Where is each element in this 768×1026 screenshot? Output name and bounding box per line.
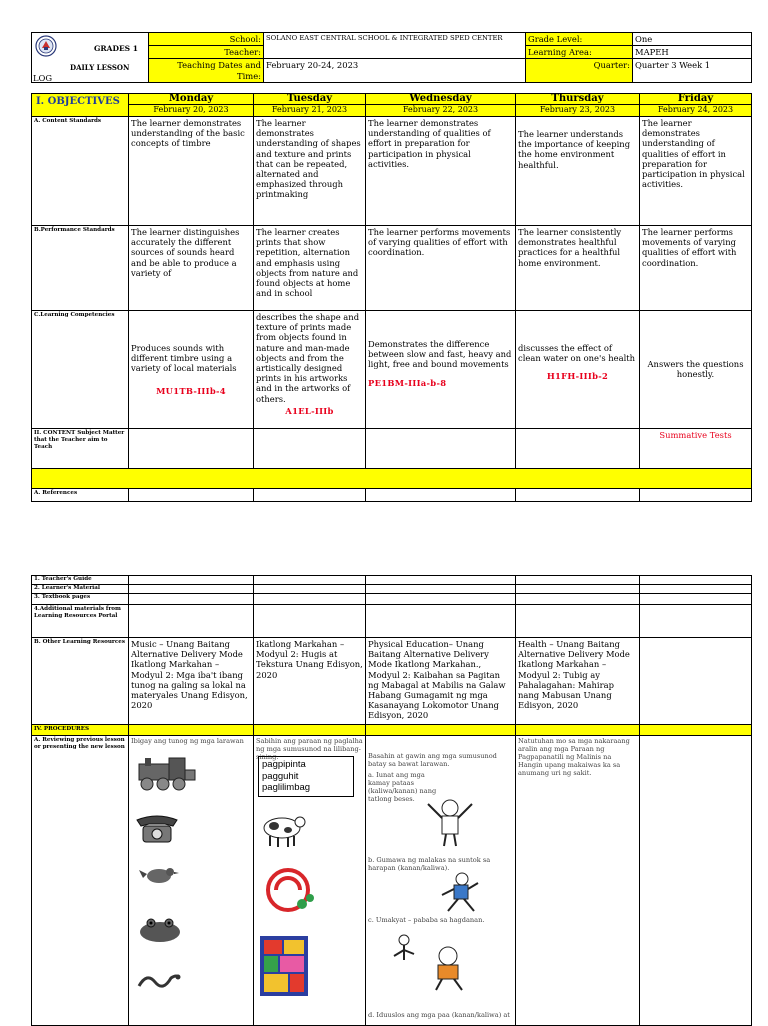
teacher-label: Teacher: <box>149 46 264 59</box>
grade-level-label: Grade Level: <box>526 33 633 46</box>
school-label: School: <box>149 33 264 46</box>
learning-area-value: MAPEH <box>633 46 752 59</box>
content-standards-wednesday: The learner demonstrates understanding of qualities of effort in preparation for participation in physical activities. <box>366 117 516 226</box>
quarter-value: Quarter 3 Week 1 <box>633 59 752 82</box>
references-label: A. References <box>32 489 129 502</box>
review-wednesday-c: c. Umakyat – pababa sa hagdanan. <box>368 916 485 924</box>
learning-area-label: Learning Area: <box>526 46 633 59</box>
other-resources-label: B. Other Learning Resources <box>32 638 129 725</box>
content-tuesday <box>254 429 366 469</box>
day-header-thursday: Thursday February 23, 2023 <box>516 94 640 117</box>
review-wednesday-instruction: Basahin at gawin ang mga sumusunod batay sa bawat larawan. <box>368 752 497 768</box>
content-standards-monday: The learner demonstrates understanding of the basic concepts of timbre <box>129 117 254 226</box>
review-friday <box>640 736 752 1026</box>
art-method-drawing: pagguhit <box>262 770 299 782</box>
other-resources-friday <box>640 638 752 725</box>
review-lesson-label: A. Reviewing previous lesson or presenting the new lesson <box>32 736 129 1026</box>
objectives-heading: I. OBJECTIVES <box>32 94 129 117</box>
performance-standards-label: B.Performance Standards <box>32 226 129 311</box>
learning-competencies-friday: Answers the questions honestly. <box>640 311 752 429</box>
header-table <box>31 32 752 83</box>
competency-code-monday: MU1TB-IIIb-4 <box>156 385 226 396</box>
other-resources-tuesday: Ikatlong Markahan – Modyul 2: Hugis at Tekstura Unang Edisyon, 2020 <box>254 638 366 725</box>
learners-material-label: 2. Learner's Material <box>32 585 129 594</box>
review-monday <box>129 736 254 1026</box>
performance-standards-tuesday: The learner creates prints that show repetition, alternation and emphasis using objects from nature and found objects at home and in school <box>254 226 366 311</box>
textbook-pages-label: 3. Textbook pages <box>32 594 129 605</box>
content-label: II. CONTENT Subject Matter that the Teacher aim to Teach <box>32 429 129 469</box>
procedures-label: IV. PROCEDURES <box>32 725 129 736</box>
art-methods-box <box>258 756 354 797</box>
grade-level-value: One <box>633 33 752 46</box>
daily-lesson-label: DAILY LESSON <box>70 63 130 72</box>
deped-seal-icon <box>35 35 57 57</box>
performance-standards-wednesday: The learner performs movements of varying qualities of effort with coordination. <box>366 226 516 311</box>
competency-code-tuesday: A1EL-IIIb <box>285 405 334 416</box>
competency-code-wednesday: PE1BM-IIIa-b-8 <box>368 377 447 388</box>
additional-materials-label: 4.Additional materials from Learning Resources Portal <box>32 605 129 638</box>
colorful-print-icon <box>260 936 308 996</box>
content-friday: Summative Tests <box>640 429 752 469</box>
other-resources-monday: Music – Unang Baitang Alternative Delivery Mode Ikatlong Markahan – Modyul 2: Mga iba't ibang tunog na galing sa lokal na materyales Unang Edisyon, 2020 <box>129 638 254 725</box>
cow-icon <box>258 808 306 850</box>
day-header-tuesday: Tuesday February 21, 2023 <box>254 94 366 117</box>
review-wednesday <box>366 736 516 1026</box>
performance-standards-thursday: The learner consistently demonstrates healthful practices for a healthful home environment. <box>516 226 640 311</box>
content-standards-label: A. Content Standards <box>32 117 129 226</box>
train-icon <box>135 756 199 792</box>
content-thursday <box>516 429 640 469</box>
teaching-dates-value: February 20-24, 2023 <box>264 59 526 82</box>
performance-standards-friday: The learner performs movements of varying qualities of effort with coordination. <box>640 226 752 311</box>
log-label: LOG <box>33 73 53 83</box>
teachers-guide-label: 1. Teacher's Guide <box>32 576 129 585</box>
review-tuesday-instruction: Sabihin ang paraan ng paglalha ng mga sumusunod na lilibang-sining. <box>256 737 363 761</box>
school-value: SOLANO EAST CENTRAL SCHOOL & INTEGRATED SPED CENTER <box>264 33 526 59</box>
teaching-dates-label: Teaching Dates and Time: <box>149 59 264 82</box>
learning-competencies-tuesday: describes the shape and texture of prints made from objects found in nature and man-made objects and from the artistically designed prints in his artworks and in the artworks of others. A1EL-IIIb <box>254 311 366 429</box>
art-method-painting: pagpipinta <box>262 759 306 770</box>
content-monday <box>129 429 254 469</box>
boy-stepping-icon <box>386 932 486 992</box>
grades-label: GRADES 1 <box>94 44 138 53</box>
snake-icon <box>137 968 181 990</box>
review-wednesday-d: d. Iduuslos ang mga paa (kanan/kaliwa) at <box>368 1011 510 1019</box>
resources-procedures-table <box>31 575 752 1026</box>
review-monday-instruction: Ibigay ang tunog ng mga larawan <box>131 737 244 745</box>
content-wednesday <box>366 429 516 469</box>
review-wednesday-a: a. Iunat ang mga kamay pataas (kaliwa/kanan) nang tatlong beses. <box>368 771 437 803</box>
day-header-monday: Monday February 20, 2023 <box>129 94 254 117</box>
review-tuesday <box>254 736 366 1026</box>
learning-competencies-monday: Produces sounds with different timbre using a variety of local materials MU1TB-IIIb-4 <box>129 311 254 429</box>
learning-competencies-wednesday: Demonstrates the difference between slow and fast, heavy and light, free and bound movements PE1BM-IIIa-b-8 <box>366 311 516 429</box>
content-standards-friday: The learner demonstrates understanding of qualities of effort in preparation for participation in physical activities. <box>640 117 752 226</box>
frog-icon <box>137 914 183 944</box>
day-header-wednesday: Wednesday February 22, 2023 <box>366 94 516 117</box>
objectives-table <box>31 93 752 502</box>
other-resources-wednesday: Physical Education– Unang Baitang Alternative Delivery Mode Ikatlong Markahan., Modyul 2: Kaibahan sa Pagitan ng Mabagal at Mabilis na Galaw Habang Gumagamit ng mga Kasanayang Lokomotor Unang Edisyon, 2020 <box>366 638 516 725</box>
content-standards-tuesday: The learner demonstrates understanding of shapes and texture and prints that can be repeated, alternated and emphasized through printmaking <box>254 117 366 226</box>
competency-code-thursday: H1FH-IIIb-2 <box>546 371 609 382</box>
art-method-printmaking: paglilimbag <box>262 782 311 793</box>
red-swirl-print-icon <box>258 864 318 916</box>
boy-running-icon <box>436 871 482 915</box>
bird-icon <box>139 864 179 886</box>
review-wednesday-b: b. Gumawa ng malakas na suntok sa harapan (kanan/kaliwa). <box>368 856 491 872</box>
learning-competencies-label: C.Learning Competencies <box>32 311 129 429</box>
review-thursday: Natutuhan mo sa mga nakaraang aralin ang mga Paraan ng Pagpapanatili ng Malinis na Hangin upang makaiwas ka sa anumang uri ng sakit. <box>516 736 640 1026</box>
performance-standards-monday: The learner distinguishes accurately the different sources of sounds heard and be able to produce a variety of <box>129 226 254 311</box>
quarter-label: Quarter: <box>526 59 633 82</box>
learning-competencies-thursday: discusses the effect of clean water on one's health H1FH-IIIb-2 <box>516 311 640 429</box>
learning-resources-band <box>32 469 752 489</box>
other-resources-thursday: Health – Unang Baitang Alternative Delivery Mode Ikatlong Markahan – Modyul 2: Tubig ay Pahalagahan: Mahirap nang Mabusan Unang Edisyon, 2020 <box>516 638 640 725</box>
day-header-friday: Friday February 24, 2023 <box>640 94 752 117</box>
boy-stretching-icon <box>422 796 478 848</box>
content-standards-thursday: The learner understands the importance of keeping the home environment healthful. <box>516 117 640 226</box>
telephone-icon <box>133 814 181 844</box>
